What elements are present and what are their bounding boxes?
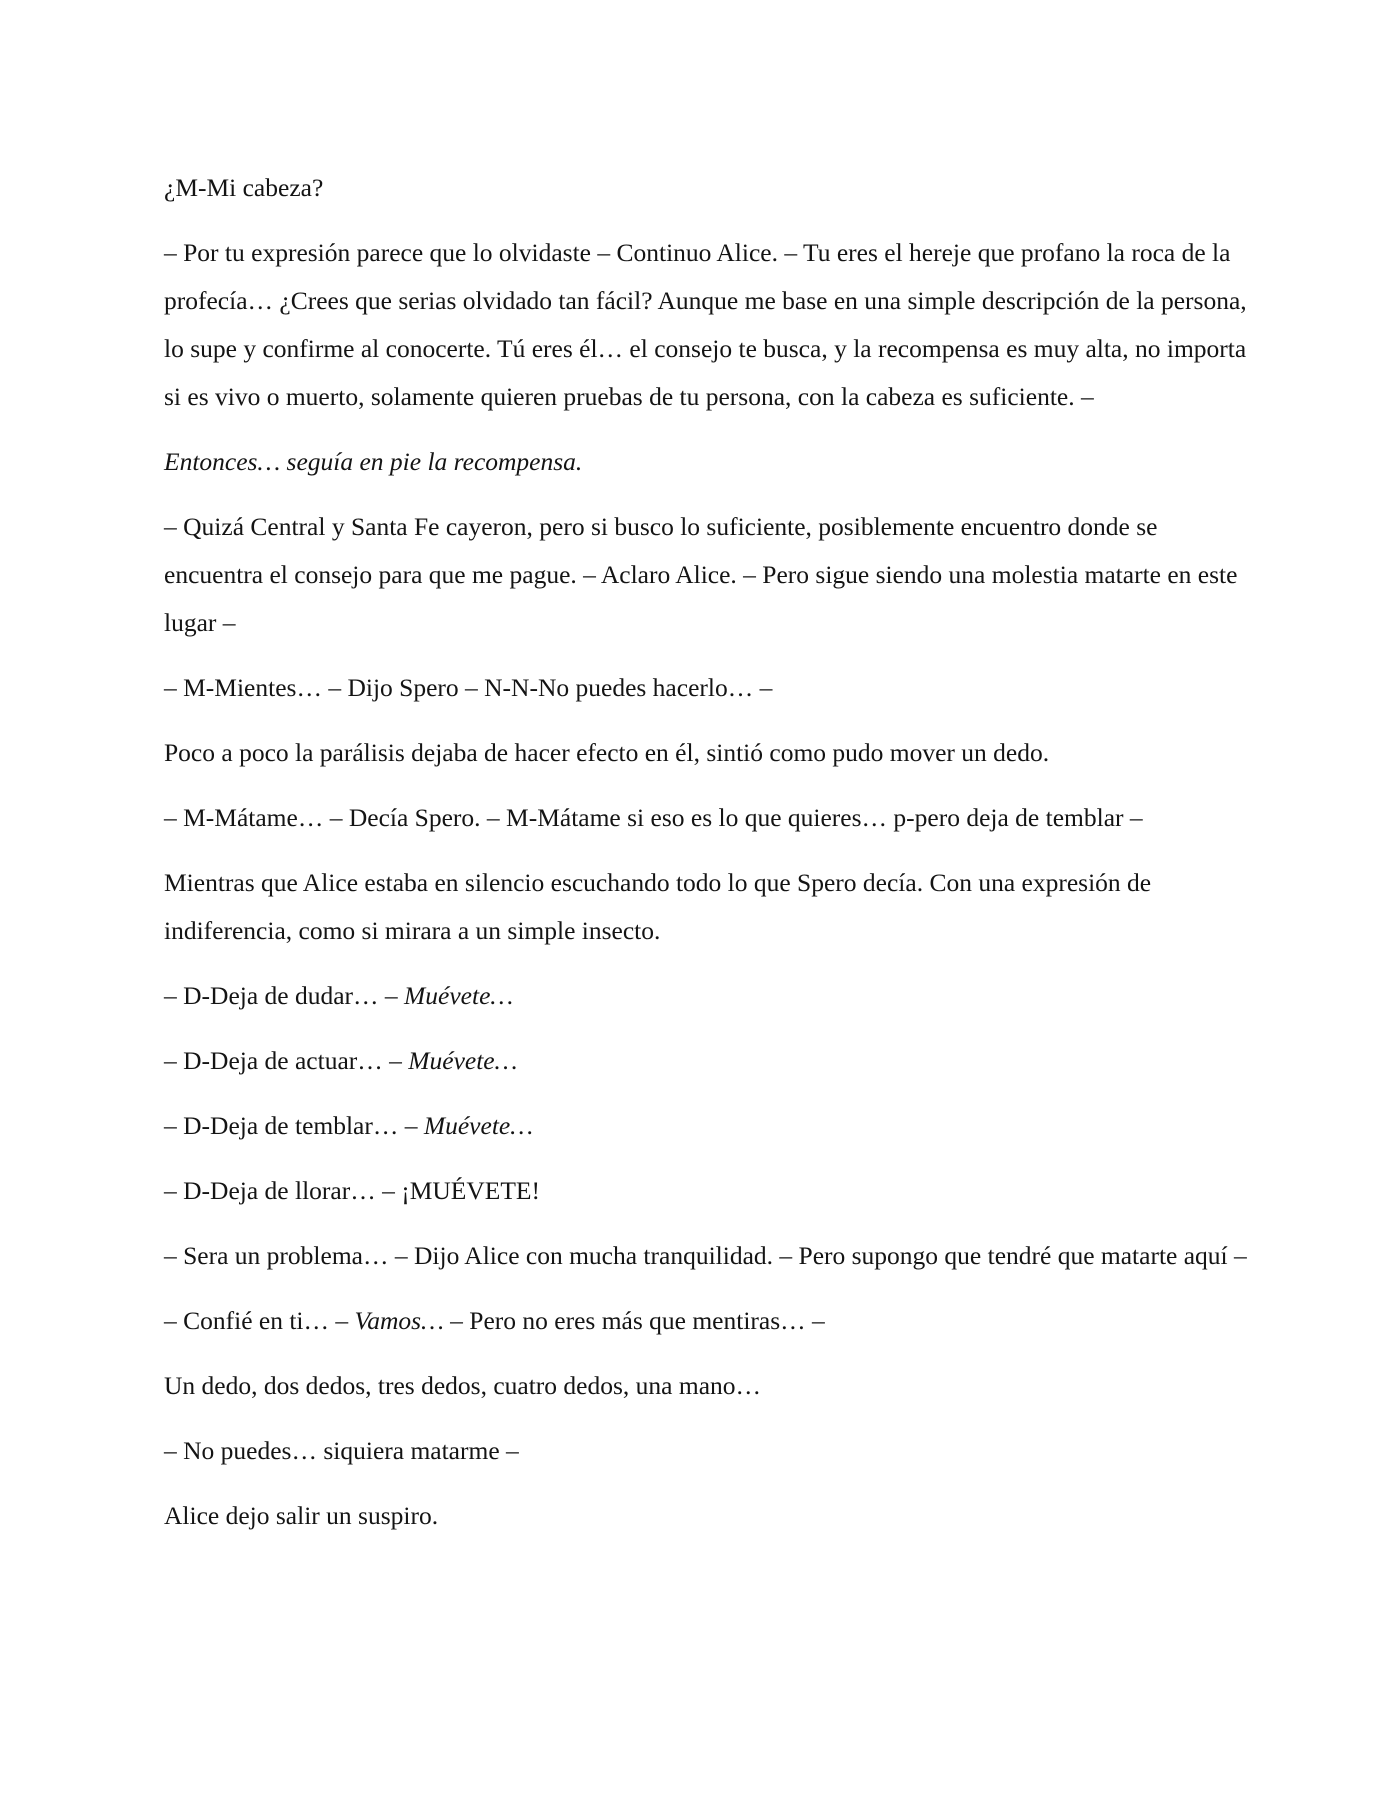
document-body <box>164 164 1249 1557</box>
paragraph <box>164 972 1249 1020</box>
paragraph: – Sera un problema… – Dijo Alice con mucha tranquilidad. – Pero supongo que tendré que matarte aquí – <box>164 1241 1247 1270</box>
paragraph: – Quizá Central y Santa Fe cayeron, pero si busco lo suficiente, posiblemente encuentro donde se encuentra el consejo para que me pague. – Aclaro Alice. – Pero sigue siendo una molestia matarte en este lugar – <box>164 512 1238 637</box>
paragraph-italic: Entonces… seguía en pie la recompensa. <box>164 447 583 476</box>
paragraph: Mientras que Alice estaba en silencio escuchando todo lo que Spero decía. Con una expresión de indiferencia, como si mirara a un simple insecto. <box>164 868 1152 945</box>
paragraph <box>164 1297 1249 1345</box>
paragraph: Alice dejo salir un suspiro. <box>164 1501 439 1530</box>
dialogue-text: – Confié en ti… – <box>164 1306 355 1335</box>
paragraph <box>164 1037 1249 1085</box>
paragraph: Poco a poco la parálisis dejaba de hacer efecto en él, sintió como pudo mover un dedo. <box>164 738 1050 767</box>
paragraph: – No puedes… siquiera matarme – <box>164 1436 519 1465</box>
italic-thought: Vamos… <box>354 1306 444 1335</box>
paragraph: ¿M-Mi cabeza? <box>164 173 324 202</box>
dialogue-text: – Pero no eres más que mentiras… – <box>443 1306 825 1335</box>
paragraph <box>164 1102 1249 1150</box>
italic-thought: Muévete… <box>408 1046 518 1075</box>
dialogue-text: – D-Deja de dudar… – <box>164 981 405 1010</box>
dialogue-text: – D-Deja de temblar… – <box>164 1111 424 1140</box>
paragraph: – M-Mientes… – Dijo Spero – N-N-No puedes hacerlo… – <box>164 673 773 702</box>
dialogue-text: – D-Deja de actuar… – <box>164 1046 409 1075</box>
italic-thought: Muévete… <box>404 981 514 1010</box>
paragraph: – D-Deja de llorar… – ¡MUÉVETE! <box>164 1176 541 1205</box>
italic-thought: Muévete… <box>423 1111 533 1140</box>
paragraph: – M-Mátame… – Decía Spero. – M-Mátame si eso es lo que quieres… p-pero deja de temblar – <box>164 803 1143 832</box>
paragraph: – Por tu expresión parece que lo olvidaste – Continuo Alice. – Tu eres el hereje que profano la roca de la profecía… ¿Crees que serias olvidado tan fácil? Aunque me base en una simple descripción de la persona, lo supe y confirme al conocerte. Tú eres él… el consejo te busca, y la recompensa es muy alta, no importa si es vivo o muerto, solamente quieren pruebas de tu persona, con la cabeza es suficiente. – <box>164 238 1247 411</box>
paragraph: Un dedo, dos dedos, tres dedos, cuatro dedos, una mano… <box>164 1371 762 1400</box>
